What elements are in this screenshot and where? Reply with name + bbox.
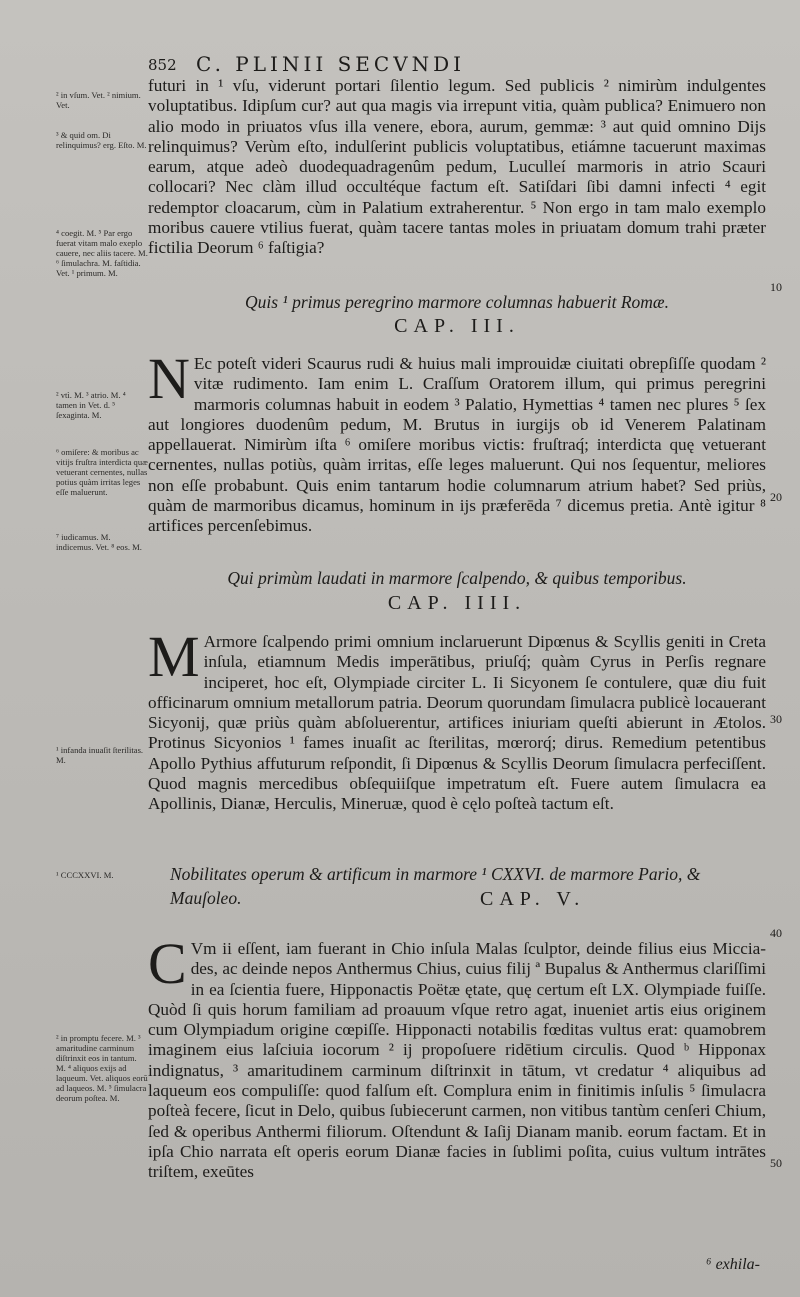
drop-capital: C	[148, 931, 187, 996]
line-number: 30	[770, 712, 782, 726]
catchword: ⁶ exhila-	[706, 1256, 760, 1273]
margin-note: ² in vſum. Vet. ² nimium. Vet.	[56, 90, 141, 110]
chapter-title: Qui primùm laudati in marmore ſcalpendo, & quibus temporibus.	[227, 568, 687, 588]
margin-note: ⁷ iudicamus. M. indicemus. Vet. ⁸ eos. M.	[56, 532, 142, 552]
margin-note: ³ & quid om. Di relinquimus? erg. Eſto. M.	[56, 130, 147, 150]
paragraph-cap5	[148, 931, 766, 1281]
chapter-title: Quis ¹ primus peregrino marmore columnas habuerit Romæ.	[245, 292, 669, 312]
paragraph-text: Ec poteſt videri Scaurus rudi & huius mali improuidæ ciuitati obrepſiſſe quodam ² vitæ rudimento. Iam enim L. Craſſum Oratorem illum, qui primus peregrini marmoris columnas habuit in eodem ³ Palatio, Hymettias ⁴ tamen nec plures ⁵ ſex aut longiores duodenûm pedum, M. Brutus in iurgijs ob id Venerem Palatinam appellauerat. Nimirùm iſta ⁶ omiſere moribus victis: fruſtraq́; interdicta quę vetuerant cernentes, nullas potiùs, quàm irritas, eſſe leges maluerunt. Qui nos ſequentur, meliores non eſſe probabunt. Quis enim tantarum hodie columnarum atrium habet? Sed priùs, quàm de marmoribus dicamus, hominum in ijs præferēda ⁷ dicemus pretia. Antè igitur ⁸ artifices percenſebimus.	[148, 354, 766, 536]
line-number: 20	[770, 490, 782, 504]
chapter-number: CAP. V.	[480, 888, 586, 910]
margin-note: ² vtì. M. ³ atrio. M. ⁴ tamen in Vet. d. ⁵ ſexaginta. M.	[56, 390, 126, 420]
chapter-number: CAP. IIII.	[387, 592, 527, 614]
margin-note: ¹ infanda inuaſit ſterilitas. M.	[56, 745, 144, 765]
chapter-title: Nobilitates operum & artificum in marmore ¹ CXXVI. de marmore Pario, & Mauſoleo.	[170, 864, 701, 908]
margin-note: ² in promptu fecere. M. ³ amaritudine carminum diſtrinxit eos in tantum. M. ⁴ aliquos exijs ad laqueum. Vet. aliquos eorū ad laqueos. M. ⁵ ſimulacra deorum poſtea. M.	[56, 1033, 148, 1103]
chapter-number: CAP. III.	[394, 315, 520, 337]
drop-capital: M	[148, 624, 200, 689]
paragraph-cap3	[148, 346, 766, 546]
paragraph-text: futuri in ¹ vſu, viderunt portari ſilentio legum. Sed publicis ² nimirùm indulgentes voluptatibus. Idipſum cur? aut qua magis via irrepunt vitia, quàm publica? Enimuero non alio modo in priuatos vſus illa venere, ebora, aurum, gemmæ: ³ aut quid omnino Dijs relinquimus? Verùm eſto, indulſerint publicis voluptatibus, etiámne tacuerunt maximas earum, atque adeò duodequadragenûm pedum, Luculleí marmoris in atrio Scauri collocari? Nec clàm illud occultéque factum eſt. Satiſdari ſibi damni infecti ⁴ egit redemptor cloacarum, cùm in Palatium extraherentur. ⁵ Non ergo in tam malo exemplo moribus cauere vtilius fuerat, quàm tacere tantas moles in priuatam domum trahi præter fictilia Deorum ⁶ faſtigia?	[148, 76, 766, 258]
paragraph-text: Vm ii eſſent, iam fuerant in Chio inſula Malas ſculptor, deinde filius eius Miccia- des, ac deinde nepos Anthermus Chius, cuius filij ª Bupalus & Anthermus clariſſimi in ea ſcientia fuere, Hipponactis Poëtæ ętate, quę certum eſt LX. Olympiade fuiſſe. Quòd ſi quis horum familiam ad proauum vſque retro agat, inueniet artis eius originem cum Olympiadum origine cœpiſſe. Hipponacti notabilis fœditas vultus erat: quamobrem imaginem eius laſciuia iocorum ² ij propoſuere ridētium circulis. Quod ᵇ Hipponax indignatus, ³ amaritudinem carminum diſtrinxit in tātum, vt credatur ⁴ aliquibus ad laqueum eos compuliſſe: quod falſum eſt. Complura enim in finitimis inſulis ⁵ ſimulacra poſteà fecere, ſicut in Delo, quibus ſubiecerunt carmen, non vitibus tantùm cenſeri Chium, ſed & operibus Anthermi filiorum. Oſtendunt & Iaſij Dianam manib. eorum factam. Et in ipſa Chio narrata eſt operis eorum Dianæ facies in ſublimi poſita, cuius vultum intrātes triſtem, exeūtes	[148, 939, 766, 1182]
paragraph-cap4	[148, 624, 766, 842]
line-number: 50	[770, 1156, 782, 1170]
margin-note: ¹ CCCXXVI. M.	[56, 870, 114, 880]
drop-capital: N	[148, 346, 190, 411]
paragraph-opening	[148, 76, 766, 276]
margin-note: ⁴ coegit. M. ⁵ Par ergo fuerat vitam malo exeplo cauere, nec aliis tacere. M. ⁶ ſimulachra. M. faſtidia. Vet. ¹ primum. M.	[56, 228, 148, 278]
running-head: C. PLINII SECVNDI	[196, 52, 466, 76]
paragraph-text: Armore ſcalpendo primi omnium inclaruerunt Dipœnus & Scyllis geniti in Creta inſula, etiamnum Medis imperātibus, priuſq́; quàm Cyrus in Perſis regnare inciperet, hoc eſt, Olympiade circiter L. Ii Sicyonem ſe contulere, quæ diu fuit officinarum omnium metallorum patria. Deorum quorundam ſimulacra publicè locauerant Sicyonij, quæ priùs quàm abſoluerentur, artifices iniuriam queſti abierunt in Ætolos. Protinus Sicyonios ¹ fames inuaſit ac ſterilitas, mœrorq́; dirus. Remedium petentibus Apollo Pythius affuturum reſpondit, ſi Dipœnus & Scyllis Deorum ſimulacra perfeciſſent. Quod magnis mercedibus obſequiiſque impetratum eſt. Fuere autem ſimulacra ea Apollinis, Dianæ, Herculis, Mineruæ, quod è cęlo poſteà tactum eſt.	[148, 632, 766, 814]
line-number: 10	[770, 280, 782, 294]
line-number: 40	[770, 926, 782, 940]
page-number: 852	[148, 56, 177, 74]
margin-note: ⁶ omiſere: & moribus ac vitijs fruſtra interdicta quæ vetuerant cernentes, nullas potius quàm irritas leges eſſe maluerunt.	[56, 447, 148, 497]
